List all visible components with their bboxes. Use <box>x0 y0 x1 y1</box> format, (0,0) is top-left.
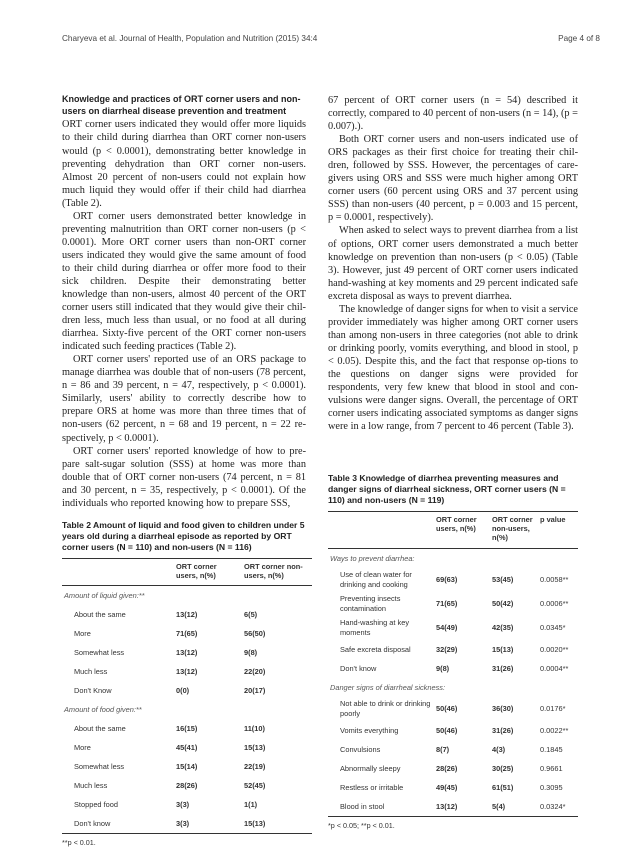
table-cell: 11(10) <box>244 724 265 734</box>
row-label: Vomits everything <box>340 725 399 735</box>
table-3-caption: Table 3 Knowledge of diarrhea preventing measures and danger signs of diarrheal sickness, ORT corner users (N = 110) and non-users (N = 119) <box>328 473 566 506</box>
table-cell: 0.0006** <box>540 599 569 609</box>
table-row <box>328 592 578 616</box>
table-cell: 0.3095 <box>540 782 563 792</box>
table-cell: 0.0020** <box>540 644 569 654</box>
row-label: Much less <box>74 667 108 677</box>
header-cell <box>62 558 174 586</box>
section-label: Ways to prevent diarrhea: <box>330 553 415 563</box>
table-cell: 0.0058** <box>540 575 569 585</box>
table-2-caption: Table 2 Amount of liquid and food given to children under 5 years old during a diarrheal episode as reported by ORT corner users (N = 110) and non-users (N = 116) <box>62 520 305 553</box>
row-label: Restless or irritable <box>340 782 404 792</box>
header-cell <box>328 511 434 548</box>
table-3 <box>328 473 578 830</box>
table-cell: 0.0176* <box>540 704 566 714</box>
table-cell: 8(7) <box>436 744 450 754</box>
table-row <box>62 738 312 757</box>
table-cell: 16(15) <box>176 724 198 734</box>
table-cell: 0(0) <box>176 686 190 696</box>
row-label: Hand-washing at key moments <box>340 618 410 637</box>
table-cell: 6(5) <box>244 610 258 620</box>
section-label: Amount of liquid given:** <box>64 591 145 601</box>
table-cell: 50(42) <box>492 599 514 609</box>
table-cell: 15(13) <box>492 644 514 654</box>
table-cell: 15(13) <box>242 814 312 834</box>
table-cell: 61(51) <box>492 782 514 792</box>
row-label: More <box>74 629 91 639</box>
row-label: Convulsions <box>340 744 381 754</box>
table-2-grid <box>62 558 312 835</box>
table-cell: 54(49) <box>436 623 458 633</box>
table-3-body <box>328 548 578 816</box>
paragraph: ORT corner users demonstrated better knowledge in preventing malnutrition than ORT corner non-users (p < 0.0001). More ORT corner users than non-ORT corner users indicated they would give the same amount of food to their child during diarrhea or offer more food to their sick children. Despite their demonstrating better knowledge than non-users, almost 40 percent of the ORT corner users still indicated that they would give their chil-dren less, much less than usual, or no food at all during diarrhea. Sixty-five percent of the ORT corner non-users indicated such feeding practices (Table 2). <box>62 210 306 353</box>
table-row <box>62 757 312 776</box>
table-cell: 50(46) <box>436 704 458 714</box>
header-cell: p value <box>538 511 578 548</box>
paragraph: ORT corner users indicated they would offer more liquids to their child during diarrhea than ORT corner non-users would (p < 0.0001), demonstrating better knowledge in preventing dehydration than ORT corner non-users. Almost 20 percent of non-users could not explain how much liquid they would offer if their child had diarrhea (Table 2). <box>62 119 306 209</box>
paragraph: Both ORT corner users and non-users indicated use of ORS packages as their first choice for treating their chil-dren, followed by SSS. However, the percentages of care-givers using ORS and SSS were much higher among ORT corner users (60 percent using ORS and 37 percent using SSS) than non-users (40 percent, p = 0.003 and 15 percent, p = 0.0001, respectively). <box>328 134 578 224</box>
left-text-column <box>62 94 306 510</box>
table-cell: 36(30) <box>492 704 514 714</box>
table-row <box>62 814 312 834</box>
right-text-column <box>328 94 578 433</box>
table-row <box>328 697 578 721</box>
table-cell: 13(12) <box>176 648 198 658</box>
table-cell: 1(1) <box>244 800 258 810</box>
paragraph: ORT corner users' reported knowledge of how to pre-pare salt-sugar solution (SSS) at home was more than double that of ORT corner non-users (74 percent, n = 81 and 30 percent, n = 35, respectively, p < 0.0001). Of the individuals who reported knowing how to prepare SSS, <box>62 445 306 509</box>
row-label: More <box>74 743 91 753</box>
row-label: Blood in stool <box>328 797 434 817</box>
table-cell: 0.0022** <box>540 725 569 735</box>
table-row <box>62 795 312 814</box>
table-cell: 13(12) <box>176 667 198 677</box>
paragraph: 67 percent of ORT corner users (n = 54) described it correctly, compared to 40 percent of non-users (n = 14), (p = 0.007).). <box>328 95 578 133</box>
table-section-row <box>62 700 312 719</box>
table-row <box>62 643 312 662</box>
table-2 <box>62 520 312 847</box>
table-2-footnote: **p < 0.01. <box>62 838 96 848</box>
table-row <box>62 681 312 700</box>
table-cell: 32(29) <box>436 644 458 654</box>
table-cell: 52(45) <box>244 781 266 791</box>
row-label: Preventing insects contamination <box>340 594 401 613</box>
table-row <box>328 568 578 592</box>
table-row <box>328 721 578 740</box>
table-row <box>62 662 312 681</box>
table-row <box>328 797 578 817</box>
table-3-grid <box>328 511 578 817</box>
row-label: About the same <box>74 724 126 734</box>
row-label: About the same <box>74 610 126 620</box>
table-cell: 22(20) <box>244 667 266 677</box>
table-cell: 13(12) <box>434 797 490 817</box>
row-label: Don't know <box>340 663 377 673</box>
table-cell: 9(8) <box>436 663 450 673</box>
table-row <box>62 719 312 738</box>
row-label: Don't know <box>62 814 174 834</box>
section-label: Danger signs of diarrheal sickness: <box>330 682 446 692</box>
table-header-row <box>328 511 578 548</box>
table-cell: 22(19) <box>244 762 266 772</box>
table-cell: 28(26) <box>176 781 198 791</box>
paragraph: ORT corner users' reported use of an ORS package to manage diarrhea was double that of non-users (78 percent, n = 86 and 39 percent, n = 47, respectively, p < 0.0001). Similarly, users' ability to correctly describe how to prepare ORS at home was more than three times that of non-users (62 percent, n = 68 and 19 percent, n = 22 re-spectively, p < 0.0001). <box>62 354 306 444</box>
table-cell: 71(65) <box>176 629 198 639</box>
header-cell: ORT corner non-users, n(%) <box>242 558 312 586</box>
row-label: Much less <box>74 781 108 791</box>
table-cell: 0.0324* <box>538 797 578 817</box>
table-cell: 3(3) <box>176 800 190 810</box>
header-cell: ORT corner users, n(%) <box>174 558 242 586</box>
running-header-citation: Charyeva et al. Journal of Health, Population and Nutrition (2015) 34:4 <box>62 34 318 43</box>
table-cell: 30(25) <box>492 763 514 773</box>
section-label: Amount of food given:** <box>64 705 142 715</box>
page-number: Page 4 of 8 <box>558 34 600 43</box>
header-cell: ORT corner users, n(%) <box>434 511 490 548</box>
table-cell: 15(13) <box>244 743 266 753</box>
table-cell: 45(41) <box>176 743 198 753</box>
row-label: Use of clean water for drinking and cooking <box>340 570 412 589</box>
paragraph: The knowledge of danger signs for when to visit a service provider immediately was higher among ORT corner users than among non-users in three categories (not able to drink or drinking poorly, vomits everything, and blood in stool, p < 0.05). Despite this, and the fact that response op-tions to the questions on danger signs were provided for respondents, very few knew that blood in stool and con-vulsions were danger signs. Overall, the percentage of ORT corner users indicating associated symptoms as danger signs were in a low range, from 7 percent to 46 percent (Table 3). <box>328 303 578 433</box>
row-label: Safe excreta disposal <box>340 644 411 654</box>
table-cell: 28(26) <box>436 763 458 773</box>
table-cell: 4(3) <box>492 744 506 754</box>
table-row <box>62 624 312 643</box>
table-cell: 69(63) <box>436 575 458 585</box>
table-row <box>328 778 578 797</box>
table-cell: 31(26) <box>492 663 514 673</box>
table-row <box>62 605 312 624</box>
table-cell: 31(26) <box>492 725 514 735</box>
table-cell: 20(17) <box>244 686 266 696</box>
table-row <box>328 740 578 759</box>
table-section-row <box>62 586 312 606</box>
table-cell: 49(45) <box>436 782 458 792</box>
row-label: Not able to drink or drinking poorly <box>340 699 431 718</box>
table-row <box>328 659 578 678</box>
table-cell: 13(12) <box>176 610 198 620</box>
table-cell: 3(3) <box>174 814 242 834</box>
table-header-row <box>62 558 312 586</box>
table-cell: 0.9661 <box>540 763 563 773</box>
table-row <box>62 776 312 795</box>
table-cell: 53(45) <box>492 575 514 585</box>
table-row <box>328 759 578 778</box>
table-cell: 0.1845 <box>540 744 563 754</box>
row-label: Somewhat less <box>74 762 125 772</box>
table-cell: 71(65) <box>436 599 458 609</box>
table-cell: 0.0345* <box>540 623 566 633</box>
row-label: Stopped food <box>74 800 118 810</box>
section-heading: Knowledge and practices of ORT corner users and non-users on diarrheal disease prevention and treatment <box>62 94 301 116</box>
table-cell: 50(46) <box>436 725 458 735</box>
row-label: Abnormally sleepy <box>340 763 401 773</box>
row-label: Somewhat less <box>74 648 125 658</box>
table-cell: 9(8) <box>244 648 258 658</box>
table-section-row <box>328 678 578 697</box>
table-3-footnote: *p < 0.05; **p < 0.01. <box>328 820 395 830</box>
row-label: Don't Know <box>74 686 112 696</box>
table-cell: 0.0004** <box>540 663 569 673</box>
table-section-row <box>328 548 578 568</box>
table-row <box>328 640 578 659</box>
table-cell: 15(14) <box>176 762 198 772</box>
header-cell: ORT corner non-users, n(%) <box>490 511 538 548</box>
paragraph: When asked to select ways to prevent diarrhea from a list of options, ORT corner users demonstrated a much better knowledge on prevention than non-users (p < 0.05) (Table 3). However, just 49 percent of ORT corner users indicated hand-washing at key moments and 29 percent indicated safe excreta disposal as ways to prevent diarrhea. <box>328 225 578 302</box>
table-cell: 42(35) <box>492 623 514 633</box>
table-cell: 5(4) <box>490 797 538 817</box>
table-2-body <box>62 586 312 834</box>
table-cell: 56(50) <box>244 629 266 639</box>
table-row <box>328 616 578 640</box>
